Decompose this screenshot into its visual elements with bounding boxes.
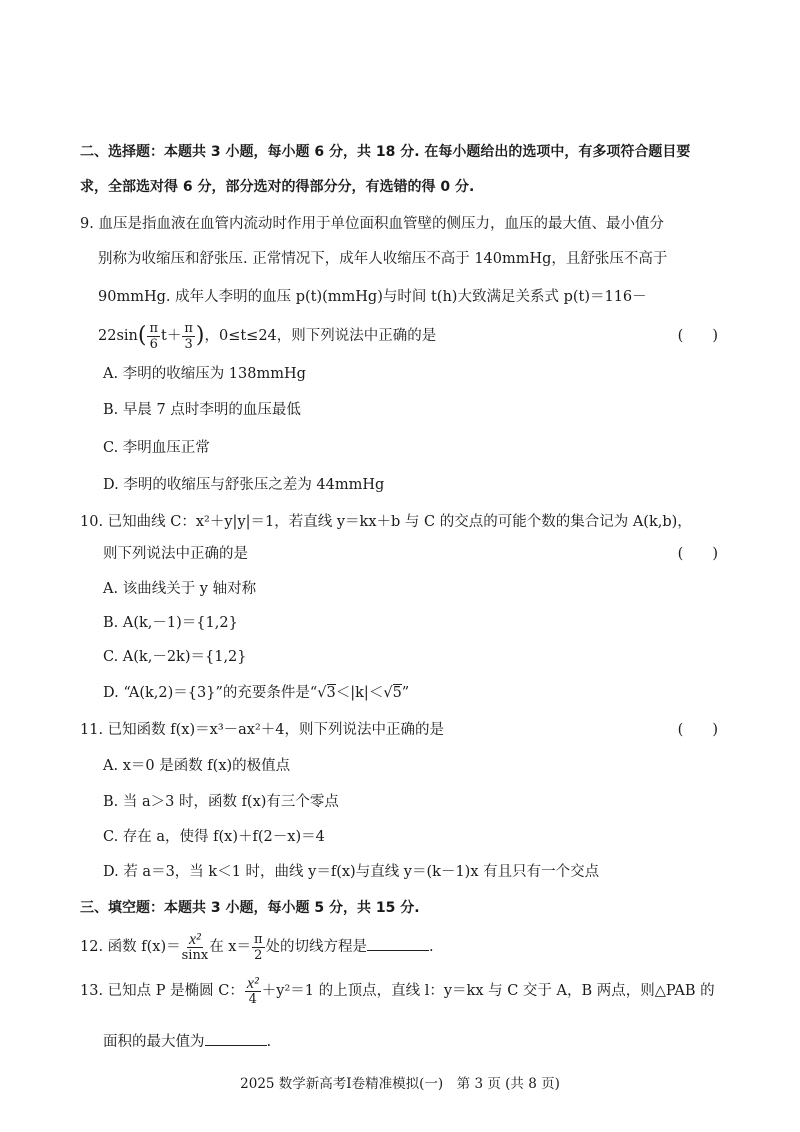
option-c: C. 李明血压正常	[103, 440, 210, 456]
denominator: 3	[184, 336, 193, 352]
option-a: A. x＝0 是函数 f(x)的极值点	[103, 758, 291, 774]
option-b: B. 早晨 7 点时李明的血压最低	[103, 402, 301, 418]
answer-paren: ( )	[677, 722, 718, 738]
question-13-cont	[103, 1031, 271, 1052]
fraction	[252, 932, 265, 963]
q13-text: ＋y²＝1 的上顶点，直线 l：y＝kx 与 C 交于 A，B 两点，则△PAB 的	[261, 983, 715, 999]
fraction	[245, 976, 261, 1007]
option-b: B. 当 a＞3 时，函数 f(x)有三个零点	[103, 794, 339, 810]
q12-text: 处的切线方程是	[265, 939, 368, 955]
fraction	[182, 321, 195, 352]
fraction	[182, 932, 209, 963]
denominator: 2	[254, 947, 263, 963]
numerator: x²	[188, 930, 201, 948]
q10-text: 10. 已知曲线 C：x²＋y|y|＝1，若直线 y＝kx＋b 与 C 的交点的可能个数的集合记为 A(k,b)，	[80, 514, 692, 530]
option-d-text: ＜|k|＜√	[335, 685, 393, 701]
radicand: 5	[392, 685, 402, 701]
answer-paren: ( )	[677, 328, 718, 344]
option-b: B. A(k,－1)＝{1,2}	[103, 615, 238, 631]
denominator: 6	[149, 336, 158, 352]
section-2-heading-cont: 求，全部选对得 6 分，部分选对的得部分分，有选错的得 0 分.	[80, 179, 475, 195]
numerator: π	[253, 931, 263, 947]
q9-text: 9. 血压是指血液在血管内流动时作用于单位面积血管壁的侧压力，血压的最大值、最小值分	[80, 216, 664, 232]
option-d: D. 李明的收缩压与舒张压之差为 44mmHg	[103, 477, 385, 493]
option-d-text: ”	[401, 685, 410, 701]
numerator: π	[149, 320, 159, 336]
q9-text: 90mmHg. 成年人李明的血压 p(t)(mmHg)与时间 t(h)大致满足关系式 p(t)＝116－	[98, 289, 647, 305]
question-13	[80, 974, 715, 1008]
q13-text: 13. 已知点 P 是椭圆 C：	[80, 983, 244, 999]
option-c: C. A(k,－2k)＝{1,2}	[103, 649, 247, 665]
denominator: 4	[248, 991, 257, 1007]
q9-formula-text: ，0≤t≤24，则下列说法中正确的是	[204, 328, 437, 344]
numerator: π	[184, 320, 193, 336]
option-c: C. 存在 a，使得 f(x)＋f(2－x)＝4	[103, 829, 325, 845]
q9-text: 别称为收缩压和舒张压. 正常情况下，成年人收缩压不高于 140mmHg，且舒张压不高于	[98, 251, 668, 267]
option-d: D. 若 a＝3，当 k＜1 时，曲线 y＝f(x)与直线 y＝(k－1)x 有且只有一个交点	[103, 864, 600, 880]
q12-text: 在 x＝	[209, 939, 251, 955]
answer-paren: ( )	[677, 546, 718, 562]
section-2-heading: 二、选择题：本题共 3 小题，每小题 6 分，共 18 分. 在每小题给出的选项中，有多项符合题目要	[80, 144, 691, 160]
q11-text: 11. 已知函数 f(x)＝x³－ax²＋4，则下列说法中正确的是	[80, 722, 444, 738]
fraction	[147, 321, 160, 352]
q13-text: .	[266, 1034, 272, 1050]
q12-text: .	[429, 939, 434, 955]
option-a: A. 李明的收缩压为 138mmHg	[103, 366, 306, 382]
page-footer: 2025 数学新高考Ⅰ卷精准模拟(一) 第 3 页 (共 8 页)	[240, 1076, 560, 1092]
q9-formula-text: 22sin	[98, 328, 138, 344]
radicand: 3	[326, 685, 336, 701]
answer-blank[interactable]	[367, 936, 429, 951]
q12-text: 12. 函数 f(x)＝	[80, 939, 181, 955]
q13-text: 面积的最大值为	[103, 1034, 205, 1050]
denominator: sinx	[181, 947, 209, 963]
q10-text: 则下列说法中正确的是	[103, 546, 248, 562]
option-a: A. 该曲线关于 y 轴对称	[103, 581, 257, 597]
section-3-heading: 三、填空题：本题共 3 小题，每小题 5 分，共 15 分.	[80, 900, 420, 916]
q9-formula-text: t＋	[161, 328, 182, 344]
option-d-text: D. “A(k,2)＝{3}”的充要条件是“√	[103, 685, 327, 701]
question-12	[80, 930, 434, 964]
q9-formula: 22sin( $\frac{\pi}{6}$ t＋ $\frac{\pi}{3}$ )，0≤t≤24，则下列说法中正确的是	[98, 320, 437, 352]
option-d	[103, 683, 409, 703]
answer-blank[interactable]	[205, 1031, 267, 1046]
numerator: x²	[246, 974, 259, 992]
